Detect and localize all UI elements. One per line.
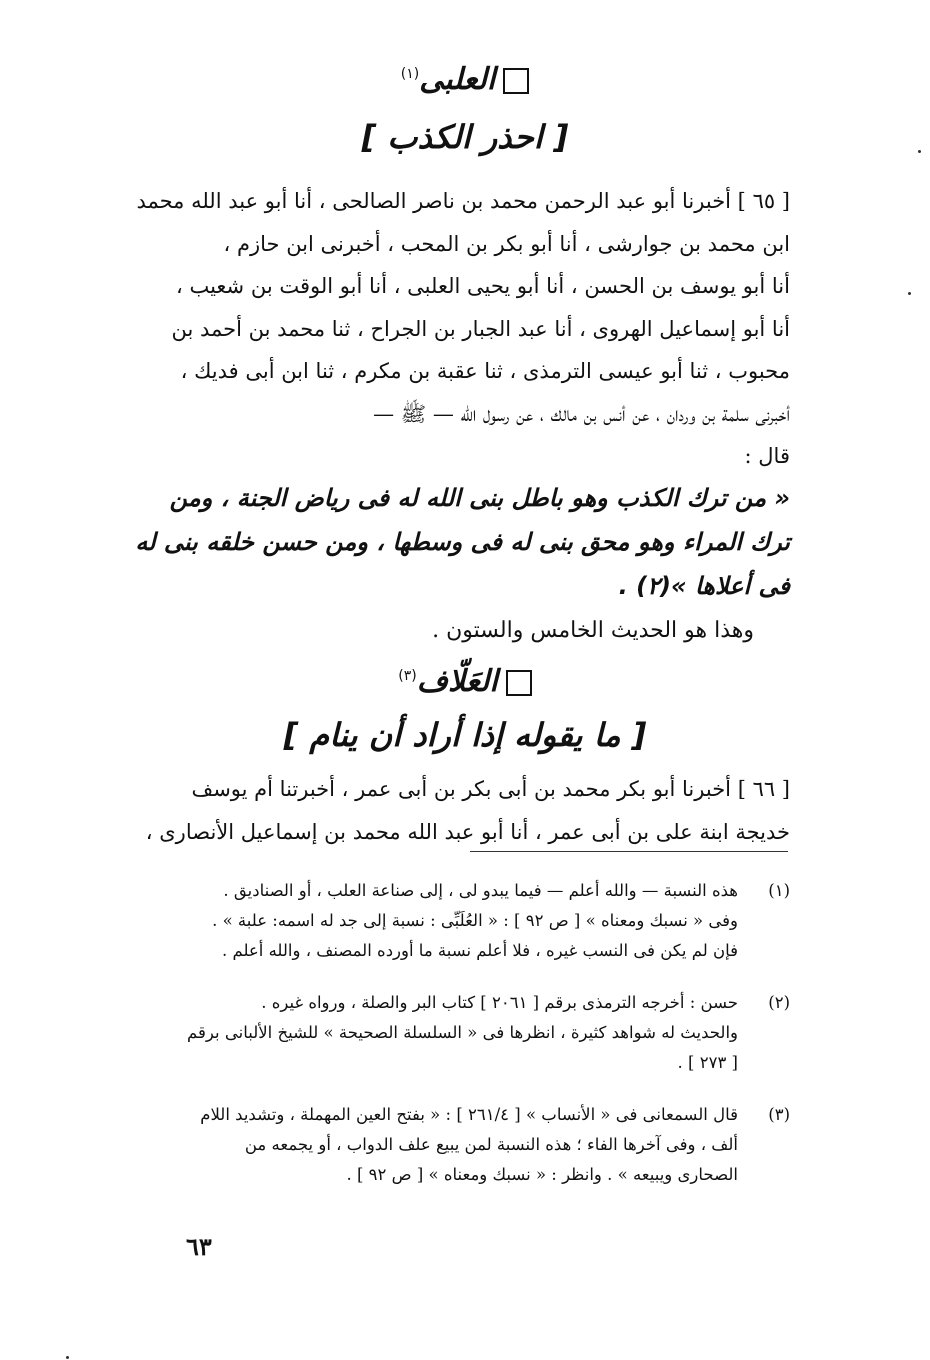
- text-line: قال :: [744, 444, 790, 468]
- quote-line: فى أعلاها »(٢) .: [618, 572, 790, 600]
- square-bullet-icon: [503, 68, 529, 94]
- footnote-3: [122, 1100, 790, 1190]
- footnote-line: وفى « نسبك ومعناه » [ ص ٩٢ ] : « العُلَبِّى : نسبة إلى جد له اسمه: علبة » .: [212, 911, 738, 930]
- hadith-count-note: وهذا هو الحديث الخامس والستون .: [432, 618, 754, 643]
- footnote-line: قال السمعانى فى « الأنساب » [ ٢٦١/٤ ] : « بفتح العين المهملة ، وتشديد اللام: [200, 1105, 738, 1124]
- footnote-1: [122, 876, 790, 966]
- section-subtitle-2: [ ما يقوله إذا أراد أن ينام ]: [283, 716, 647, 754]
- footnote-line: ألف ، وفى آخرها الفاء ؛ هذه النسبة لمن يبيع علف الدواب ، أو يجمعه من: [244, 1135, 738, 1154]
- footnote-number: (٢): [768, 993, 790, 1012]
- footnote-line: والحديث له شواهد كثيرة ، انظرها فى « السلسلة الصحيحة » للشيخ الألبانى برقم: [187, 1023, 738, 1042]
- footnote-number: (٣): [768, 1105, 790, 1124]
- scan-speck: [908, 292, 911, 295]
- text-line: [ ٦٥ ] أخبرنا أبو عبد الرحمن محمد بن ناصر الصالحى ، أنا أبو عبد الله محمد: [136, 189, 790, 213]
- scan-speck: [66, 1356, 69, 1359]
- text-line: أنا أبو يوسف بن الحسن ، أنا أبو يحيى العلبى ، أنا أبو الوقت بن شعيب ،: [176, 274, 790, 298]
- footnote-ref: (١): [400, 66, 420, 82]
- footnote-line: [ ٢٧٣ ] .: [677, 1053, 738, 1072]
- footnote-line: حسن : أخرجه الترمذى برقم [ ٢٠٦١ ] كتاب البر والصلة ، ورواه غيره .: [261, 993, 738, 1012]
- section-title-1: [0, 62, 930, 97]
- footnote-2: [122, 988, 790, 1078]
- text-line: أنا أبو إسماعيل الهروى ، أنا عبد الجبار بن الجراح ، ثنا محمد بن أحمد بن: [171, 316, 790, 341]
- hadith-66-isnad: [122, 768, 790, 853]
- hadith-65-isnad: [122, 180, 790, 478]
- quote-line: ترك المراء وهو محق بنى له فى وسطها ، ومن حسن خلقه بنى له: [135, 528, 790, 556]
- section-title-2: [0, 664, 930, 699]
- text-line: أخبرنى سلمة بن وردان ، عن أنس بن مالك ، عن رسول الله — ﷺ —: [373, 401, 790, 426]
- section-title-text: العَلّاف: [416, 664, 498, 699]
- footnote-line: الصحارى ويبيعه » . وانظر : « نسبك ومعناه » [ ص ٩٢ ] .: [346, 1165, 738, 1184]
- scan-speck: [918, 150, 921, 153]
- text-line: محبوب ، ثنا أبو عيسى الترمذى ، ثنا عقبة بن مكرم ، ثنا ابن أبى فديك ،: [180, 359, 790, 383]
- footnote-line: فإن لم يكن فى النسب غيره ، فلا أعلم نسبة ما أورده المصنف ، والله أعلم .: [221, 941, 738, 960]
- hadith-65-matn: [122, 476, 790, 608]
- footnote-line: هذه النسبة — والله أعلم — فيما يبدو لى ، إلى صناعة العلب ، أو الصناديق .: [223, 881, 738, 900]
- quote-line: « من ترك الكذب وهو باطل بنى الله له فى رياض الجنة ، ومن: [169, 484, 790, 512]
- section-subtitle-1: [ احذر الكذب ]: [361, 118, 569, 156]
- page-number: ٦٣: [186, 1232, 212, 1261]
- section-title-text: العلبى: [419, 62, 496, 97]
- footnote-ref: (٣): [398, 668, 417, 684]
- text-line: [ ٦٦ ] أخبرنا أبو بكر محمد بن أبى بكر بن أبى عمر ، أخبرتنا أم يوسف: [191, 777, 790, 801]
- footnote-separator: [470, 851, 788, 852]
- text-line: ابن محمد بن جوارشى ، أنا أبو بكر بن المحب ، أخبرنى ابن حازم ،: [223, 231, 790, 256]
- footnote-number: (١): [768, 881, 790, 900]
- square-bullet-icon: [506, 670, 532, 696]
- text-line: خديجة ابنة على بن أبى عمر ، أنا أبو عبد الله محمد بن إسماعيل الأنصارى ،: [145, 819, 790, 844]
